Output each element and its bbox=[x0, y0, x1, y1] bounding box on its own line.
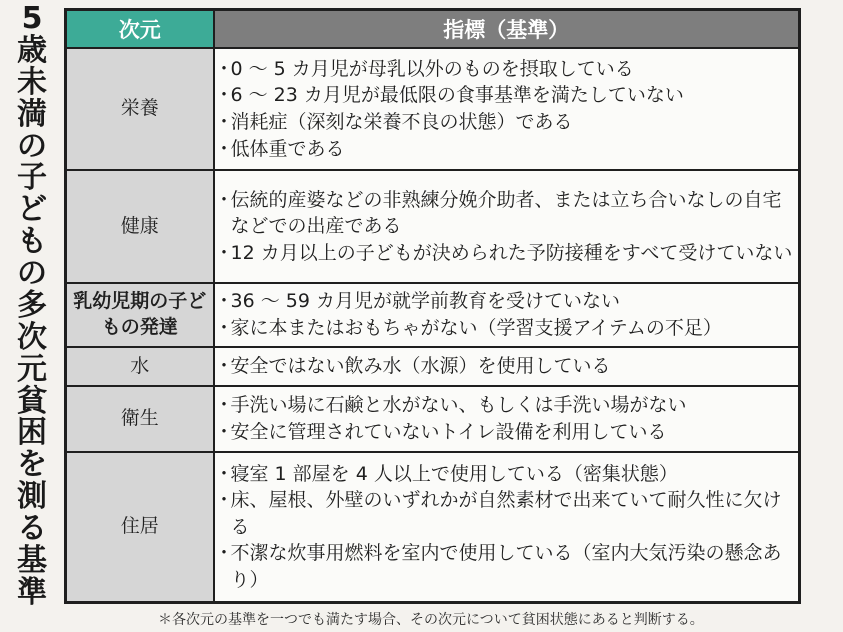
indicator-item: ・ 36 ～ 59 カ月児が就学前教育を受けていない bbox=[215, 288, 799, 315]
title-char: ど bbox=[17, 192, 47, 228]
table-row bbox=[66, 347, 800, 386]
title-char: 満 bbox=[17, 96, 47, 132]
criteria-table bbox=[64, 8, 801, 604]
table-row bbox=[66, 386, 800, 452]
title-char: 準 bbox=[17, 574, 47, 610]
table-row bbox=[66, 170, 800, 283]
title-char: 元 bbox=[17, 351, 47, 387]
indicator-item: ・ 0 ～ 5 カ月児が母乳以外のものを摂取している bbox=[215, 56, 799, 83]
indicator-item: ・ 不潔な炊事用燃料を室内で使用している（室内大気汚染の懸念あり） bbox=[215, 540, 799, 593]
header-indicator: 指標（基準） bbox=[214, 10, 800, 49]
indicator-item: ・ 低体重である bbox=[215, 136, 799, 163]
indicator-cell bbox=[214, 386, 800, 452]
table-row bbox=[66, 283, 800, 347]
title-char: 5 bbox=[21, 1, 43, 36]
title-char: を bbox=[17, 447, 47, 483]
title-char: る bbox=[17, 511, 47, 546]
indicator-item: ・ 消耗症（深刻な栄養不良の状態）である bbox=[215, 109, 799, 136]
indicator-item: ・ 伝統的産婆などの非熟練分娩介助者、または立ち合いなしの自宅などでの出産である bbox=[215, 187, 799, 240]
title-char: 次 bbox=[17, 319, 47, 355]
indicator-cell bbox=[214, 347, 800, 386]
indicator-item: ・ 6 ～ 23 カ月児が最低限の食事基準を満たしていない bbox=[215, 82, 799, 109]
indicator-item: ・ 手洗い場に石鹸と水がない、もしくは手洗い場がない bbox=[215, 392, 799, 419]
indicator-item: ・ 床、屋根、外壁のいずれかが自然素材で出来ていて耐久性に欠ける bbox=[215, 487, 799, 540]
indicator-cell bbox=[214, 452, 800, 603]
vertical-title bbox=[6, 1, 58, 610]
title-char: の bbox=[17, 128, 47, 164]
indicator-item: ・ 寝室 1 部屋を 4 人以上で使用している（密集状態） bbox=[215, 461, 799, 488]
footnote: ＊各次元の基準を一つでも満たす場合、その次元について貧困状態にあると判断する。 bbox=[158, 612, 704, 628]
indicator-item: ・ 家に本またはおもちゃがない（学習支援アイテムの不足） bbox=[215, 315, 799, 342]
dimension-cell: 水 bbox=[66, 347, 214, 386]
indicator-item: ・ 安全ではない飲み水（水源）を使用している bbox=[215, 353, 799, 380]
title-char: 未 bbox=[17, 64, 47, 100]
dimension-cell: 乳幼児期の子どもの発達 bbox=[66, 283, 214, 347]
dimension-cell: 住居 bbox=[66, 452, 214, 603]
header-row bbox=[66, 10, 800, 49]
title-char: 子 bbox=[17, 160, 47, 196]
title-char: 貧 bbox=[17, 383, 47, 419]
header-dimension: 次元 bbox=[66, 10, 214, 49]
title-char: 測 bbox=[17, 479, 47, 515]
indicator-cell bbox=[214, 48, 800, 170]
title-char: も bbox=[17, 224, 47, 260]
title-char: の bbox=[17, 256, 47, 291]
title-char: 多 bbox=[17, 287, 47, 323]
dimension-cell: 衛生 bbox=[66, 386, 214, 452]
table-row bbox=[66, 452, 800, 603]
indicator-cell bbox=[214, 283, 800, 347]
title-char: 歳 bbox=[17, 32, 47, 68]
indicator-item: ・ 12 カ月以上の子どもが決められた予防接種をすべて受けていない bbox=[215, 240, 799, 267]
title-char: 基 bbox=[17, 542, 47, 578]
title-char: 困 bbox=[17, 415, 47, 451]
dimension-cell: 健康 bbox=[66, 170, 214, 283]
indicator-item: ・ 安全に管理されていないトイレ設備を利用している bbox=[215, 419, 799, 446]
table-row bbox=[66, 48, 800, 170]
indicator-cell bbox=[214, 170, 800, 283]
dimension-cell: 栄養 bbox=[66, 48, 214, 170]
